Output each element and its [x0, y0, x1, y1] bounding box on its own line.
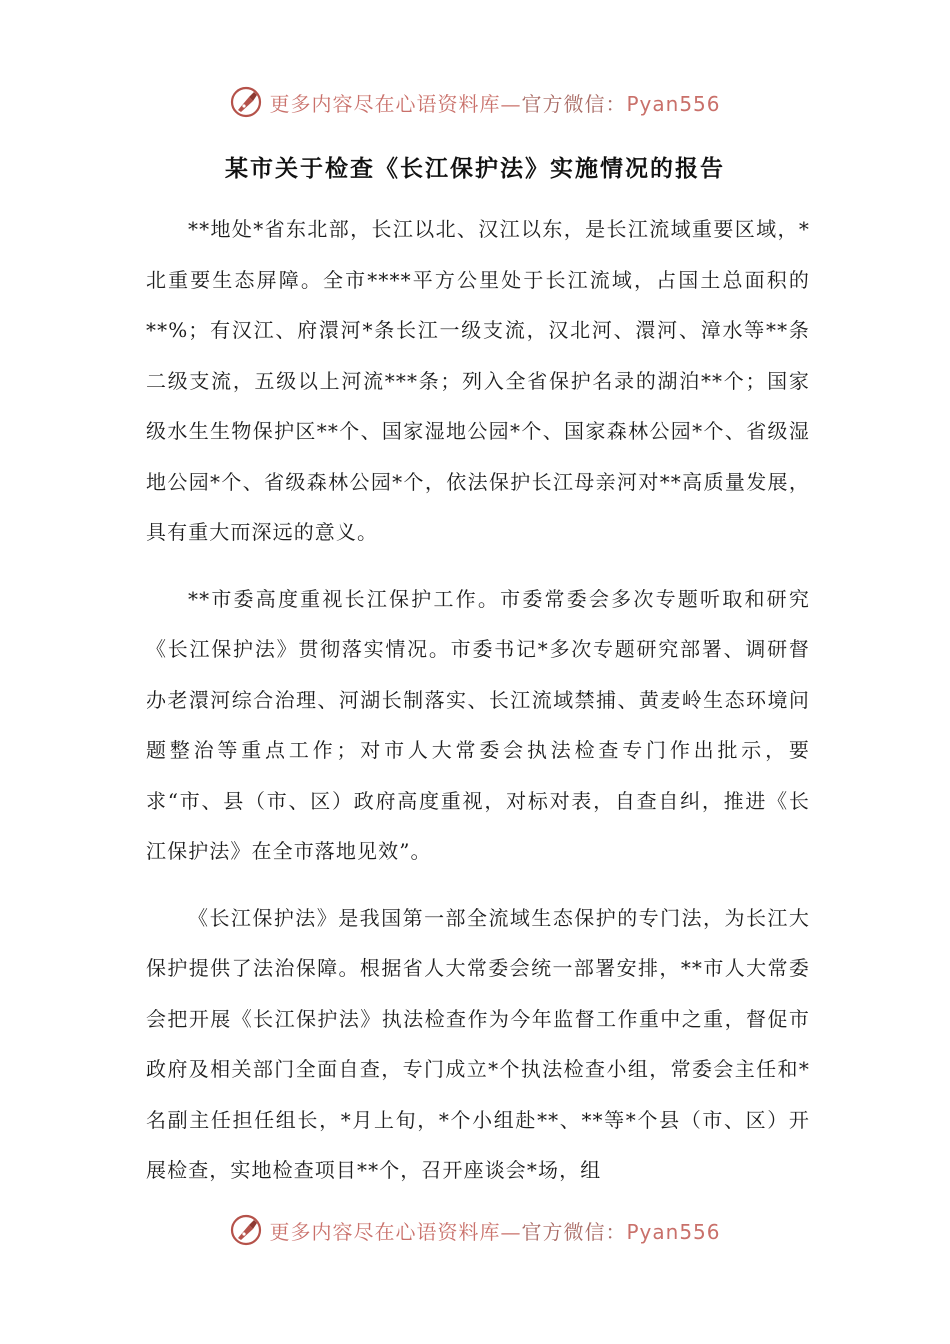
footer-banner-wx-id: Pyan556	[626, 1219, 721, 1244]
footer-banner	[0, 1210, 950, 1250]
header-banner-wx-label: 官方微信：	[521, 91, 627, 116]
pen-nib-logo-icon	[229, 1213, 263, 1247]
header-banner	[0, 82, 950, 122]
footer-banner-main: 更多内容尽在心语资料库	[269, 1219, 501, 1244]
footer-banner-text	[269, 1216, 720, 1245]
footer-banner-wx-label: 官方微信：	[521, 1219, 627, 1244]
header-banner-text	[269, 88, 720, 117]
header-banner-dash: —	[500, 91, 522, 116]
document-body	[146, 204, 810, 1212]
paragraph-3: 《长江保护法》是我国第一部全流域生态保护的专门法，为长江大保护提供了法治保障。根据省人大常委会统一部署安排，**市人大常委会把开展《长江保护法》执法检查作为今年监督工作重中之重，督促市政府及相关部门全面自查，专门成立*个执法检查小组，常委会主任和*名副主任担任组长，*月上旬，*个小组赴**、**等*个县（市、区）开展检查，实地检查项目**个，召开座谈会*场，组	[146, 905, 810, 1182]
header-banner-wx-id: Pyan556	[626, 91, 721, 116]
pen-nib-logo-icon	[229, 85, 263, 119]
footer-banner-dash: —	[500, 1219, 522, 1244]
paragraph-1: **地处*省东北部，长江以北、汉江以东，是长江流域重要区域，*北重要生态屏障。全市****平方公里处于长江流域，占国土总面积的**%；有汉江、府澴河*条长江一级支流，汉北河、澴河、漳水等**条二级支流，五级以上河流***条；列入全省保护名录的湖泊**个；国家级水生生物保护区**个、国家湿地公园*个、国家森林公园*个、省级湿地公园*个、省级森林公园*个，依法保护长江母亲河对**高质量发展，具有重大而深远的意义。	[146, 217, 810, 544]
document-title: 某市关于检查《长江保护法》实施情况的报告	[225, 156, 725, 182]
paragraph-2: **市委高度重视长江保护工作。市委常委会多次专题听取和研究《长江保护法》贯彻落实情况。市委书记*多次专题研究部署、调研督办老澴河综合治理、河湖长制落实、长江流域禁捕、黄麦岭生态环境问题整治等重点工作；对市人大常委会执法检查专门作出批示，要求“市、县（市、区）政府高度重视，对标对表，自查自纠，推进《长江保护法》在全市落地见效”。	[146, 586, 810, 863]
header-banner-main: 更多内容尽在心语资料库	[269, 91, 501, 116]
